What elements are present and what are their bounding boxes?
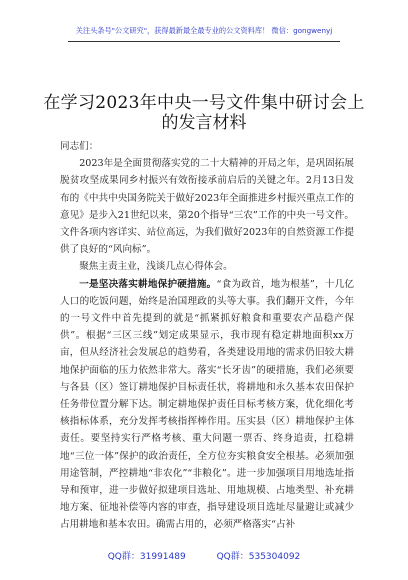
paragraph-1: 2023年是全面贯彻落实党的二十大精神的开局之年，是巩固拓展脱贫攻坚成果同乡村振兴有效衔接承前启后的关键之年。2月13日发布的《中共中央国务院关于做好2023年全面推进乡村振兴重点工作的意见》是步入21世纪以来，第20个指导“三农”工作的中央一号文件。文件各项内容详实、站位高远，为我们做好2023年的自然资源工作提供了良好的“风向标”。 xyxy=(60,158,354,256)
document-body xyxy=(60,108,354,534)
document-title-line-1: 在学习2023年中央一号文件集中研讨会上 xyxy=(43,93,365,113)
footer-qq-group-2: QQ群：535304092 xyxy=(216,552,301,562)
header-divider xyxy=(68,41,340,42)
paragraph-3 xyxy=(60,276,354,534)
salutation: 同志们： xyxy=(60,141,99,152)
paragraph-3-lead: 一是坚决落实耕地保护硬措施。 xyxy=(79,278,217,290)
paragraph-3-body: “食为政首，地为根基”，十几亿人口的吃饭问题，始终是治国理政的头等大事。我们翻开文件，今年的一号文件中首先提到的就是“抓紧抓好粮食和重要农产品稳产保供”。根据“三区三线”划定成果显示，我市现有稳定耕地面积xx万亩，但从经济社会发展总的趋势看，各类建设用地的需求仍旧较大耕地保护面临的压力依然非常大。落实“长牙齿”的硬措施，我们必须要与各县（区）签订耕地保护目标责任状，将耕地和永久基本农田保护任务带位置分解下达。制定耕地保护责任目标考核方案，优化细化考核指标体系，充分发挥考核指挥棒作用。压实县（区）耕地保护主体责任。要坚持实行严格考核、重大问题一票否、终身追责，扛稳耕地“三位一体”保护的政治责任，全方位夯实粮食安全根基。必须加强用途管制，严控耕地“非农化”“非粮化”。进一步加强项目用地选址指导和预审，进一步做好拟建项目选址、用地规模、占地类型、补充耕地方案、征地补偿等内容的审查，指导建设项目选址尽量避让或减少占用耕地和基本农田。确需占用的，必须严格落实“占补 xyxy=(60,278,354,531)
document-title-line-2: 的发言材料 xyxy=(161,113,247,133)
footer xyxy=(0,549,408,562)
paragraph-2: 聚焦主责主业，浅谈几点心得体会。 xyxy=(79,261,233,273)
promo-header: 关注头条号"公文研究"，获得最新最全最专业的公文资料库！ 微信：gongwenyj xyxy=(75,26,333,35)
footer-qq-group-1: QQ群：31991489 xyxy=(107,552,186,562)
